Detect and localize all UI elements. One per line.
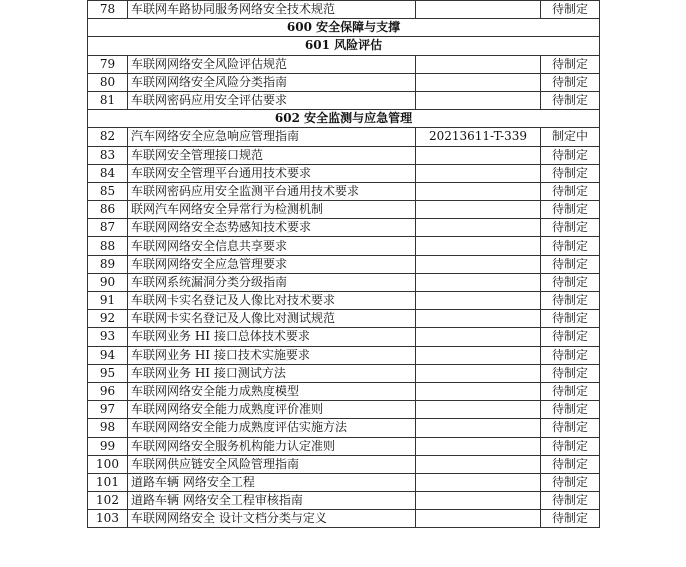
plan-number <box>416 255 541 273</box>
row-number: 98 <box>88 419 128 437</box>
plan-number <box>416 328 541 346</box>
table-row <box>88 382 600 400</box>
table-row <box>88 73 600 91</box>
standard-name: 车联网安全管理平台通用技术要求 <box>128 164 416 182</box>
plan-number <box>416 492 541 510</box>
standard-name: 车联网系统漏洞分类分级指南 <box>128 273 416 291</box>
status-cell: 待制定 <box>541 255 600 273</box>
row-number: 91 <box>88 292 128 310</box>
row-number: 90 <box>88 273 128 291</box>
standard-name: 车联网网络安全风险评估规范 <box>128 55 416 73</box>
status-cell: 待制定 <box>541 364 600 382</box>
section-title: 601 风险评估 <box>88 37 600 55</box>
status-cell: 待制定 <box>541 310 600 328</box>
section-header-row <box>88 37 600 55</box>
row-number: 84 <box>88 164 128 182</box>
plan-number <box>416 382 541 400</box>
row-number: 79 <box>88 55 128 73</box>
standard-name: 车联网网络安全 设计文档分类与定义 <box>128 510 416 528</box>
standards-table <box>87 0 600 528</box>
row-number: 96 <box>88 382 128 400</box>
status-cell: 待制定 <box>541 437 600 455</box>
standard-name: 车联网网络安全服务机构能力认定准则 <box>128 437 416 455</box>
plan-number <box>416 455 541 473</box>
row-number: 101 <box>88 473 128 491</box>
row-number: 87 <box>88 219 128 237</box>
plan-number <box>416 55 541 73</box>
row-number: 93 <box>88 328 128 346</box>
table-row <box>88 273 600 291</box>
plan-number <box>416 437 541 455</box>
standard-name: 车联网安全管理接口规范 <box>128 146 416 164</box>
plan-number <box>416 146 541 164</box>
standard-name: 车联网业务 HI 接口测试方法 <box>128 364 416 382</box>
standard-name: 道路车辆 网络安全工程审核指南 <box>128 492 416 510</box>
plan-number <box>416 310 541 328</box>
table-row <box>88 201 600 219</box>
plan-number <box>416 401 541 419</box>
plan-number <box>416 237 541 255</box>
row-number: 82 <box>88 128 128 146</box>
table-row <box>88 328 600 346</box>
status-cell: 待制定 <box>541 164 600 182</box>
standard-name: 道路车辆 网络安全工程 <box>128 473 416 491</box>
status-cell: 待制定 <box>541 292 600 310</box>
status-cell: 待制定 <box>541 510 600 528</box>
table-row <box>88 401 600 419</box>
table-row <box>88 510 600 528</box>
plan-number <box>416 273 541 291</box>
plan-number <box>416 510 541 528</box>
table-row <box>88 419 600 437</box>
status-cell: 待制定 <box>541 328 600 346</box>
status-cell: 待制定 <box>541 492 600 510</box>
section-header-row <box>88 19 600 37</box>
standard-name: 车联网业务 HI 接口总体技术要求 <box>128 328 416 346</box>
standard-name: 车联网密码应用安全评估要求 <box>128 91 416 109</box>
status-cell: 待制定 <box>541 73 600 91</box>
standard-name: 车联网网络安全信息共享要求 <box>128 237 416 255</box>
row-number: 86 <box>88 201 128 219</box>
row-number: 100 <box>88 455 128 473</box>
table-row <box>88 146 600 164</box>
table-row <box>88 364 600 382</box>
standard-name: 车联网卡实名登记及人像比对测试规范 <box>128 310 416 328</box>
standard-name: 车联网业务 HI 接口技术实施要求 <box>128 346 416 364</box>
standard-name: 联网汽车网络安全异常行为检测机制 <box>128 201 416 219</box>
section-title: 600 安全保障与支撑 <box>88 19 600 37</box>
table-row <box>88 492 600 510</box>
table-row <box>88 437 600 455</box>
table-row <box>88 182 600 200</box>
row-number: 80 <box>88 73 128 91</box>
standards-table-body <box>88 1 600 528</box>
row-number: 81 <box>88 91 128 109</box>
status-cell: 待制定 <box>541 146 600 164</box>
plan-number <box>416 473 541 491</box>
status-cell: 待制定 <box>541 237 600 255</box>
table-row <box>88 55 600 73</box>
plan-number <box>416 419 541 437</box>
status-cell: 待制定 <box>541 419 600 437</box>
standard-name: 车联网车路协同服务网络安全技术规范 <box>128 1 416 19</box>
table-row <box>88 473 600 491</box>
standard-name: 车联网密码应用安全监测平台通用技术要求 <box>128 182 416 200</box>
row-number: 95 <box>88 364 128 382</box>
status-cell: 待制定 <box>541 91 600 109</box>
status-cell: 待制定 <box>541 346 600 364</box>
status-cell: 待制定 <box>541 1 600 19</box>
plan-number <box>416 182 541 200</box>
plan-number <box>416 73 541 91</box>
row-number: 78 <box>88 1 128 19</box>
table-row <box>88 219 600 237</box>
status-cell: 待制定 <box>541 219 600 237</box>
row-number: 92 <box>88 310 128 328</box>
plan-number <box>416 91 541 109</box>
table-row <box>88 128 600 146</box>
status-cell: 制定中 <box>541 128 600 146</box>
standard-name: 车联网网络安全应急管理要求 <box>128 255 416 273</box>
status-cell: 待制定 <box>541 455 600 473</box>
row-number: 103 <box>88 510 128 528</box>
plan-number <box>416 201 541 219</box>
plan-number <box>416 292 541 310</box>
status-cell: 待制定 <box>541 201 600 219</box>
row-number: 102 <box>88 492 128 510</box>
table-row <box>88 237 600 255</box>
standard-name: 车联网网络安全能力成熟度评价准则 <box>128 401 416 419</box>
table-row <box>88 292 600 310</box>
table-row <box>88 455 600 473</box>
standard-name: 车联网卡实名登记及人像比对技术要求 <box>128 292 416 310</box>
row-number: 83 <box>88 146 128 164</box>
table-row <box>88 91 600 109</box>
table-row <box>88 310 600 328</box>
row-number: 89 <box>88 255 128 273</box>
row-number: 99 <box>88 437 128 455</box>
row-number: 85 <box>88 182 128 200</box>
row-number: 94 <box>88 346 128 364</box>
plan-number <box>416 1 541 19</box>
status-cell: 待制定 <box>541 401 600 419</box>
plan-number <box>416 346 541 364</box>
table-row <box>88 164 600 182</box>
table-row <box>88 255 600 273</box>
plan-number <box>416 164 541 182</box>
status-cell: 待制定 <box>541 182 600 200</box>
table-row <box>88 1 600 19</box>
standard-name: 车联网网络安全态势感知技术要求 <box>128 219 416 237</box>
table-row <box>88 346 600 364</box>
section-title: 602 安全监测与应急管理 <box>88 110 600 128</box>
plan-number <box>416 219 541 237</box>
standard-name: 车联网供应链安全风险管理指南 <box>128 455 416 473</box>
status-cell: 待制定 <box>541 55 600 73</box>
plan-number <box>416 364 541 382</box>
row-number: 88 <box>88 237 128 255</box>
standard-name: 车联网网络安全能力成熟度模型 <box>128 382 416 400</box>
plan-number: 20213611-T-339 <box>416 128 541 146</box>
standard-name: 汽车网络安全应急响应管理指南 <box>128 128 416 146</box>
row-number: 97 <box>88 401 128 419</box>
status-cell: 待制定 <box>541 473 600 491</box>
status-cell: 待制定 <box>541 273 600 291</box>
standard-name: 车联网网络安全能力成熟度评估实施方法 <box>128 419 416 437</box>
standard-name: 车联网网络安全风险分类指南 <box>128 73 416 91</box>
status-cell: 待制定 <box>541 382 600 400</box>
section-header-row <box>88 110 600 128</box>
